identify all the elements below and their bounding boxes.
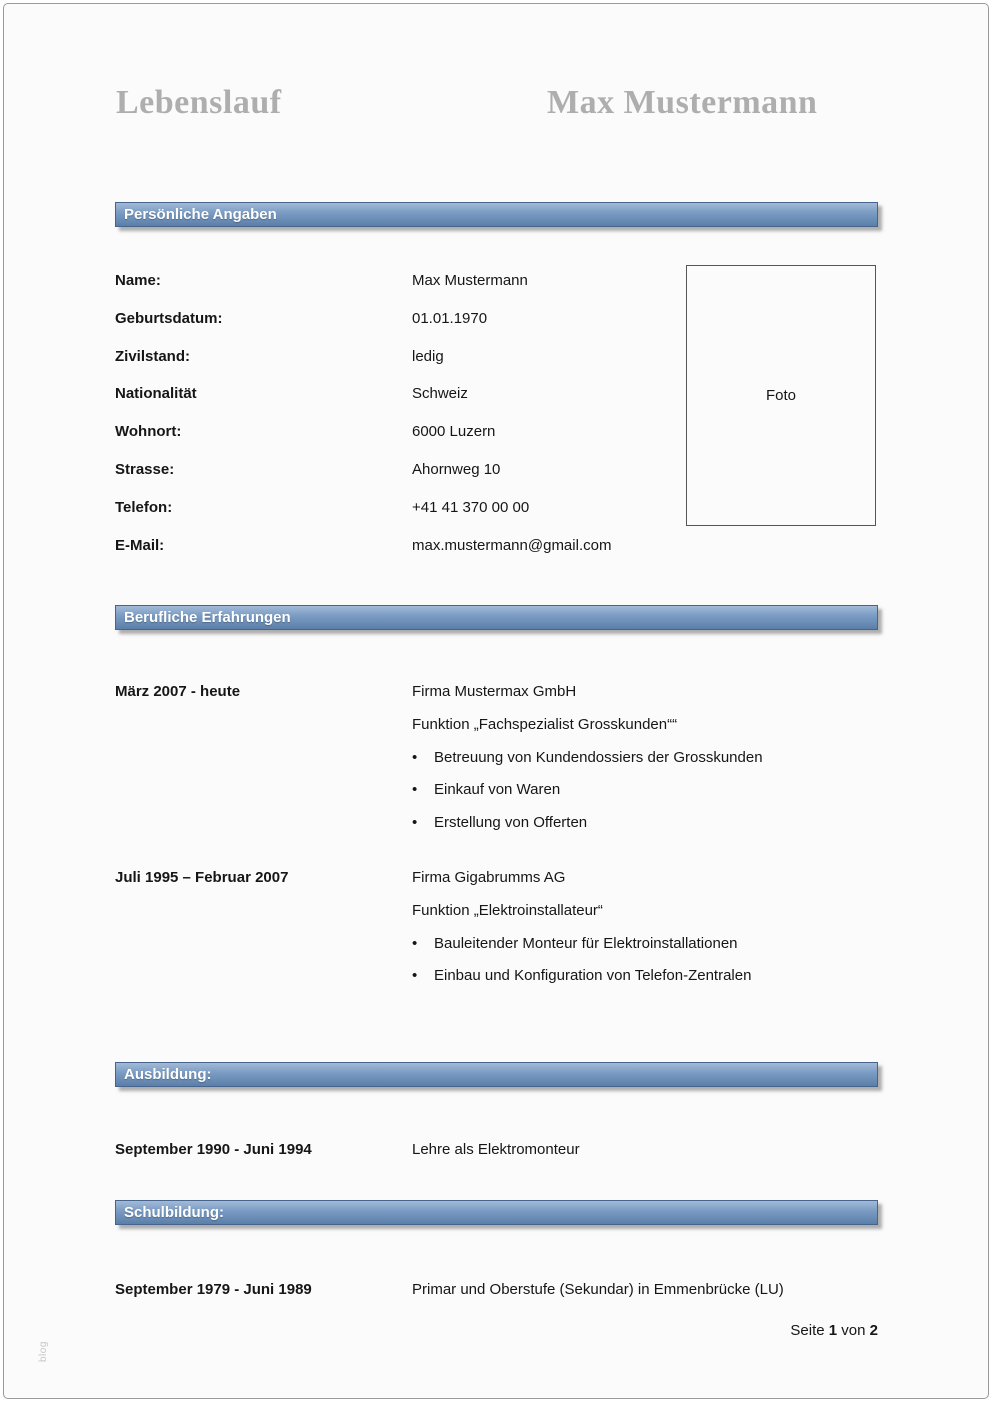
watermark-text: blog bbox=[38, 1341, 49, 1362]
experience-bullet bbox=[412, 742, 878, 775]
field-label-zivilstand: Zivilstand: bbox=[115, 347, 191, 365]
field-label-strasse: Strasse: bbox=[115, 460, 175, 478]
experience-period: Juli 1995 – Februar 2007 bbox=[115, 869, 289, 886]
experience-entry bbox=[115, 862, 878, 993]
field-label-name: Name: bbox=[115, 272, 161, 289]
section-header-education bbox=[115, 1062, 878, 1087]
photo-placeholder bbox=[686, 265, 876, 526]
footer-seite-label: Seite bbox=[790, 1322, 829, 1339]
page-footer bbox=[790, 1322, 878, 1339]
field-label-wohnort: Wohnort: bbox=[115, 423, 182, 441]
experience-bullet-text: Bauleitender Monteur für Elektroinstallationen bbox=[434, 934, 738, 952]
field-value-name: Max Mustermann bbox=[412, 272, 528, 289]
personal-row bbox=[115, 461, 675, 499]
experience-bullet bbox=[412, 960, 878, 993]
document-title: Lebenslauf bbox=[116, 84, 282, 121]
field-value-nationalitaet: Schweiz bbox=[412, 385, 468, 403]
field-value-strasse: Ahornweg 10 bbox=[412, 460, 501, 478]
experience-bullet-text: Betreuung von Kundendossiers der Grosskunden bbox=[434, 748, 763, 766]
personal-row bbox=[115, 385, 675, 423]
experience-company: Firma Gigabrumms AG bbox=[412, 869, 566, 886]
section-header-experience bbox=[115, 605, 878, 630]
experience-entry bbox=[115, 676, 878, 840]
experience-period: März 2007 - heute bbox=[115, 683, 241, 700]
cv-page bbox=[3, 3, 989, 1399]
bullet-icon: • bbox=[412, 934, 418, 952]
experience-role: Funktion „Elektroinstallateur“ bbox=[412, 901, 603, 919]
experience-bullet bbox=[412, 774, 878, 807]
section-header-personal-label: Persönliche Angaben bbox=[124, 206, 277, 223]
section-header-experience-label: Berufliche Erfahrungen bbox=[124, 609, 291, 626]
section-header-personal bbox=[115, 202, 878, 227]
experience-details bbox=[412, 862, 878, 993]
field-value-email: max.mustermann@gmail.com bbox=[412, 536, 612, 554]
personal-row bbox=[115, 423, 675, 461]
photo-placeholder-label: Foto bbox=[765, 387, 796, 404]
field-label-geburtsdatum: Geburtsdatum: bbox=[115, 309, 223, 327]
experience-role: Funktion „Fachspezialist Grosskunden““ bbox=[412, 715, 678, 733]
experience-bullet-text: Einbau und Konfiguration von Telefon-Zentralen bbox=[434, 967, 752, 985]
school-entry bbox=[115, 1274, 878, 1307]
school-period: September 1979 - Juni 1989 bbox=[115, 1281, 312, 1298]
bullet-icon: • bbox=[412, 967, 418, 985]
field-value-telefon: +41 41 370 00 00 bbox=[412, 498, 530, 516]
experience-bullet bbox=[412, 807, 878, 840]
footer-total-pages: 2 bbox=[869, 1322, 878, 1339]
personal-row bbox=[115, 348, 675, 386]
personal-details bbox=[115, 272, 675, 574]
bullet-icon: • bbox=[412, 814, 418, 832]
field-label-nationalitaet: Nationalität bbox=[115, 385, 197, 403]
field-label-telefon: Telefon: bbox=[115, 498, 173, 516]
bullet-icon: • bbox=[412, 781, 418, 799]
section-header-school-label: Schulbildung: bbox=[124, 1204, 224, 1221]
education-period: September 1990 - Juni 1994 bbox=[115, 1141, 312, 1158]
section-header-school bbox=[115, 1200, 878, 1225]
field-value-wohnort: 6000 Luzern bbox=[412, 423, 496, 441]
bullet-icon: • bbox=[412, 748, 418, 766]
personal-row bbox=[115, 537, 675, 575]
experience-bullet bbox=[412, 928, 878, 961]
section-header-education-label: Ausbildung: bbox=[124, 1066, 212, 1083]
experience-company: Firma Mustermax GmbH bbox=[412, 683, 577, 700]
personal-row bbox=[115, 272, 675, 310]
experience-details bbox=[412, 676, 878, 840]
personal-row bbox=[115, 310, 675, 348]
footer-von-label: von bbox=[837, 1322, 870, 1339]
experience-bullet-text: Einkauf von Waren bbox=[434, 781, 561, 799]
school-text: Primar und Oberstufe (Sekundar) in Emmenbrücke (LU) bbox=[412, 1281, 784, 1298]
field-value-zivilstand: ledig bbox=[412, 347, 444, 365]
personal-row bbox=[115, 499, 675, 537]
experience-bullet-text: Erstellung von Offerten bbox=[434, 814, 588, 832]
education-entry bbox=[115, 1134, 878, 1167]
education-text: Lehre als Elektromonteur bbox=[412, 1141, 580, 1158]
field-label-email: E-Mail: bbox=[115, 536, 165, 554]
author-name: Max Mustermann bbox=[547, 84, 818, 121]
footer-page-number: 1 bbox=[828, 1322, 838, 1339]
field-value-geburtsdatum: 01.01.1970 bbox=[412, 309, 488, 327]
